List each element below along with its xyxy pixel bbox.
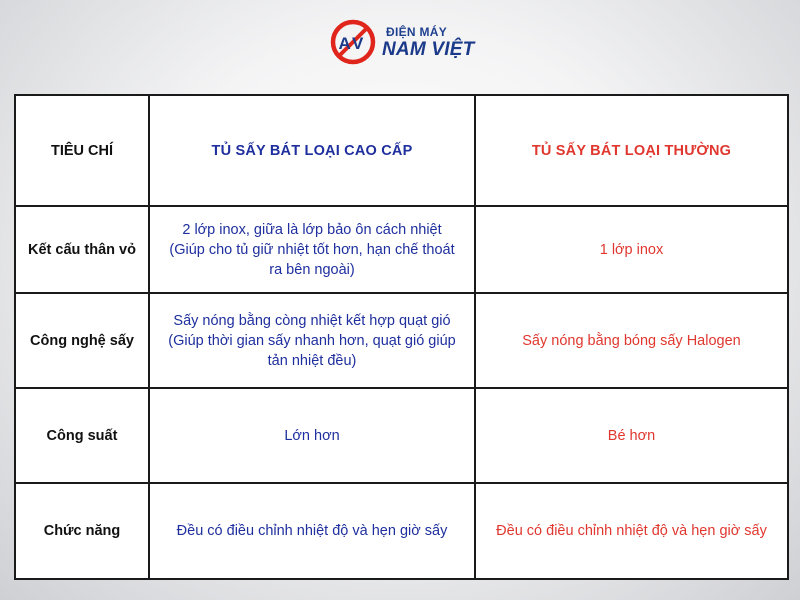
row-premium-value: [149, 483, 475, 579]
brand-logo: [330, 18, 474, 66]
row-criteria: Kết cấu thân vỏ: [15, 206, 149, 293]
svg-text:A: A: [338, 34, 351, 53]
svg-text:V: V: [352, 34, 364, 53]
brand-line-1: ĐIỆN MÁY: [386, 24, 448, 39]
premium-line: Lớn hơn: [284, 427, 340, 444]
premium-line: 2 lớp inox, giữa là lớp bảo ôn cách nhiệt: [182, 221, 442, 238]
row-criteria: Công suất: [15, 388, 149, 483]
comparison-table: [14, 94, 789, 580]
row-normal-value: 1 lớp inox: [475, 206, 788, 293]
row-normal-value: Sấy nóng bằng bóng sấy Halogen: [475, 293, 788, 388]
premium-line: (Giúp thời gian sấy nhanh hơn, quạt gió giúp: [168, 332, 456, 349]
premium-line: ra bên ngoài): [269, 261, 355, 278]
premium-line: (Giúp cho tủ giữ nhiệt tốt hơn, hạn chế thoát: [169, 241, 455, 258]
row-premium-value: [149, 388, 475, 483]
row-premium-value: [149, 293, 475, 388]
row-normal-value: Đều có điều chỉnh nhiệt độ và hẹn giờ sấy: [475, 483, 788, 579]
header-normal: TỦ SẤY BÁT LOẠI THƯỜNG: [475, 95, 788, 206]
row-premium-value: [149, 206, 475, 293]
premium-line: tản nhiệt đều): [267, 352, 357, 369]
header-premium: TỦ SẤY BÁT LOẠI CAO CẤP: [149, 95, 475, 206]
table-row: [15, 293, 788, 388]
row-normal-value: Bé hơn: [475, 388, 788, 483]
brand-logo-icon: [330, 19, 376, 65]
row-criteria: Công nghệ sấy: [15, 293, 149, 388]
table-row: [15, 206, 788, 293]
row-criteria: Chức năng: [15, 483, 149, 579]
header-criteria: TIÊU CHÍ: [15, 95, 149, 206]
comparison-table-container: [14, 94, 787, 578]
table-row: [15, 388, 788, 483]
premium-line: Đều có điều chỉnh nhiệt độ và hẹn giờ sấy: [176, 523, 448, 539]
brand-line-2: NAM VIỆT: [382, 38, 475, 60]
table-header-row: [15, 95, 788, 206]
premium-line: Sấy nóng bằng còng nhiệt kết hợp quạt gió: [173, 312, 451, 329]
brand-logo-text: [382, 26, 474, 59]
table-row: [15, 483, 788, 579]
